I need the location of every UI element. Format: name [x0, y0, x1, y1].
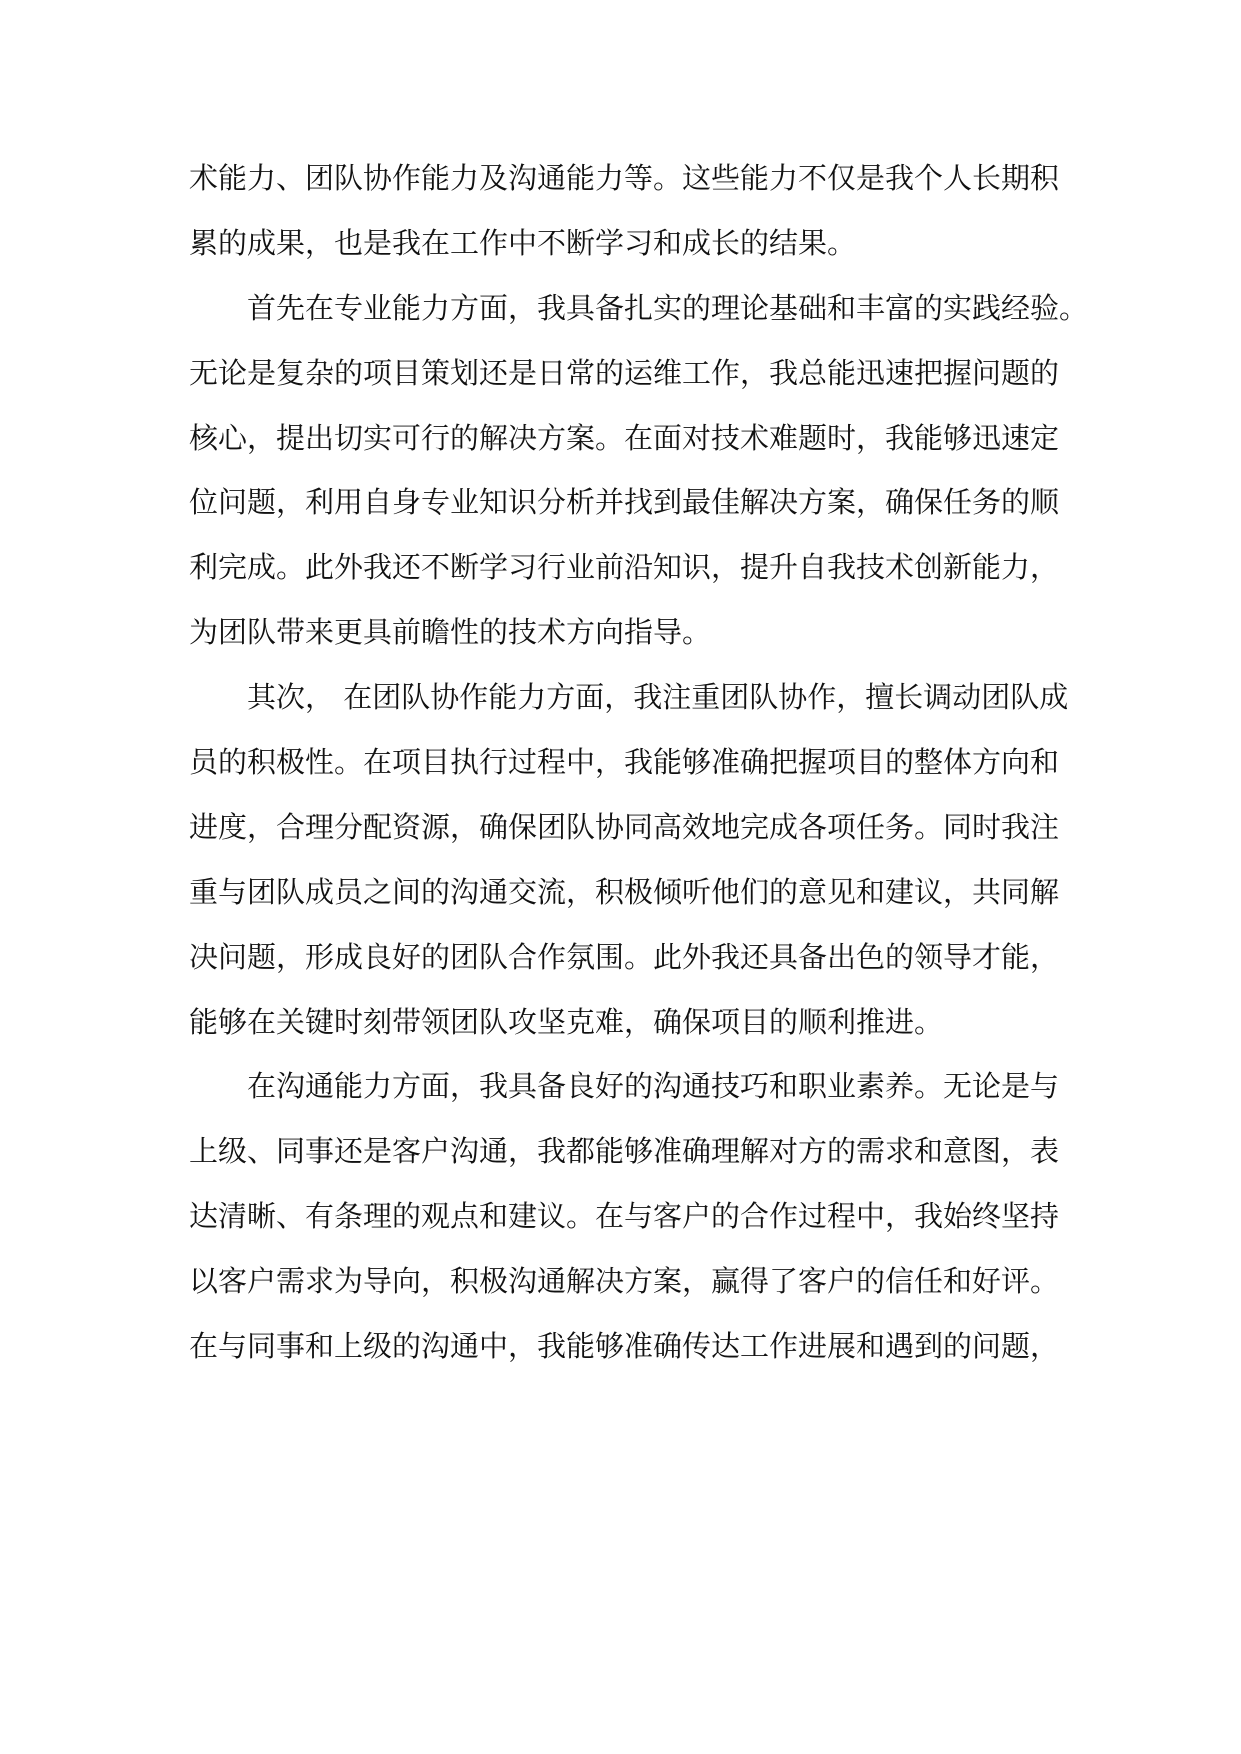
paragraph-skills-intro [189, 146, 1060, 276]
paragraph-line: 首先在专业能力方面，我具备扎实的理论基础和丰富的实践经验。 [247, 290, 1089, 325]
paragraph-communication-ability [189, 1054, 1060, 1378]
paragraph-line: 核心，提出切实可行的解决方案。在面对技术难题时，我能够迅速定 [189, 420, 1060, 455]
paragraph-line: 达清晰、有条理的观点和建议。在与客户的合作过程中，我始终坚持 [189, 1199, 1060, 1234]
paragraph-line: 其次， 在团队协作能力方面，我注重团队协作，擅长调动团队成 [247, 680, 1069, 715]
paragraph-line: 累的成果，也是我在工作中不断学习和成长的结果。 [189, 225, 857, 260]
paragraph-line: 在与同事和上级的沟通中，我能够准确传达工作进展和遇到的问题， [189, 1329, 1060, 1364]
paragraph-line: 无论是复杂的项目策划还是日常的运维工作，我总能迅速把握问题的 [189, 355, 1060, 390]
paragraph-line: 在沟通能力方面，我具备良好的沟通技巧和职业素养。无论是与 [247, 1069, 1060, 1104]
paragraph-line: 决问题，形成良好的团队合作氛围。此外我还具备出色的领导才能， [189, 939, 1060, 974]
paragraph-line: 术能力、团队协作能力及沟通能力等。这些能力不仅是我个人长期积 [189, 161, 1060, 195]
paragraph-line: 以客户需求为导向，积极沟通解决方案，赢得了客户的信任和好评。 [189, 1264, 1060, 1299]
document-body [189, 146, 1089, 1379]
paragraph-teamwork-ability [189, 665, 1069, 1054]
paragraph-professional-ability [189, 276, 1089, 665]
paragraph-line: 利完成。此外我还不断学习行业前沿知识，提升自我技术创新能力， [189, 550, 1060, 585]
paragraph-line: 员的积极性。在项目执行过程中，我能够准确把握项目的整体方向和 [189, 745, 1060, 780]
paragraph-line: 进度，合理分配资源，确保团队协同高效地完成各项任务。同时我注 [189, 809, 1060, 844]
paragraph-line: 位问题，利用自身专业知识分析并找到最佳解决方案，确保任务的顺 [189, 485, 1060, 520]
paragraph-line: 上级、同事还是客户沟通，我都能够准确理解对方的需求和意图，表 [189, 1134, 1060, 1169]
paragraph-line: 能够在关键时刻带领团队攻坚克难，确保项目的顺利推进。 [189, 1004, 944, 1039]
paragraph-line: 为团队带来更具前瞻性的技术方向指导。 [189, 615, 712, 650]
paragraph-line: 重与团队成员之间的沟通交流，积极倾听他们的意见和建议，共同解 [189, 874, 1060, 909]
